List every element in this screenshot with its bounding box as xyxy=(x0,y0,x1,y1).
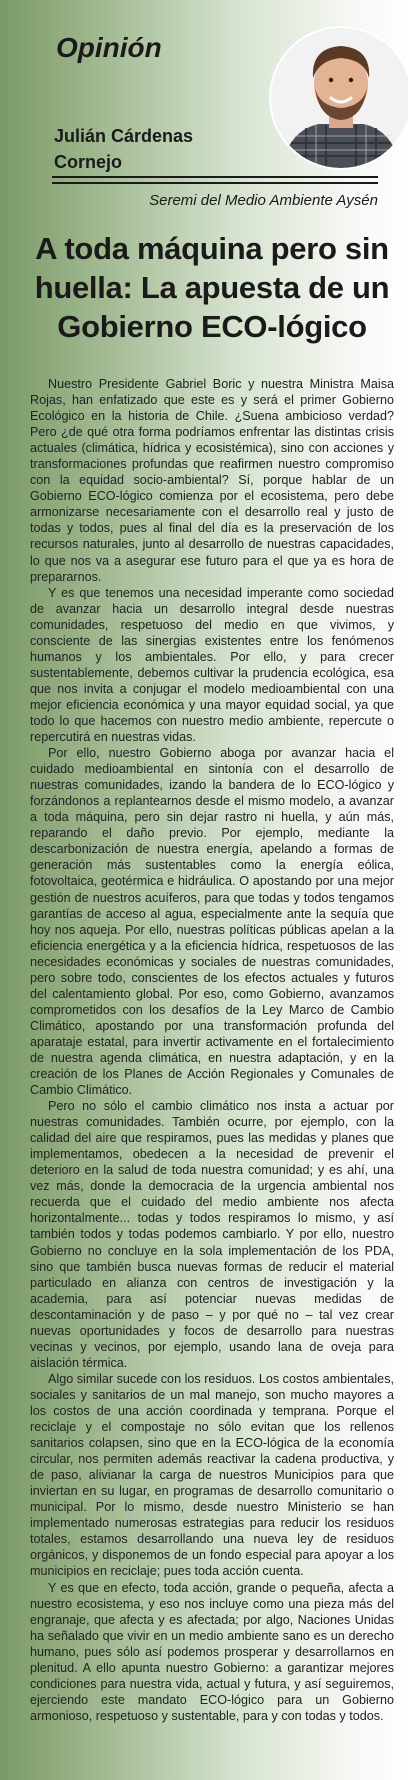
article-headline: A toda máquina pero sin huella: La apuesta de un Gobierno ECO-lógico xyxy=(34,231,390,344)
article-paragraph: Y es que tenemos una necesidad imperante como sociedad de avanzar hacia un desarrollo integral desde nuestras comunidades, respetuoso del medio en que vivimos, y consciente de las sinergias existentes entre los fenómenos humanos y los ambientales. Por ello, y para crecer sustentablemente, debemos cultivar la prudencia ecológica, esa que nos invita a conjugar el modelo medioambiental con una mejor eficiencia económica y una mayor equidad social, ya que todo lo que hacemos con nuestro medio ambiente, repercute o repercutirá en nuestras vidas. xyxy=(30,585,394,745)
section-label: Opinión xyxy=(56,32,162,63)
header-rule-bottom xyxy=(52,182,378,184)
article-paragraph: Nuestro Presidente Gabriel Boric y nuestra Ministra Maisa Rojas, han enfatizado que este es y será el primer Gobierno Ecológico en la historia de Chile. ¿Suena ambicioso verdad? Pero ¿de qué otra forma podríamos enfrentar las distintas crisis actuales (climática, hídrica y ecosistémica), sino con acciones y transformaciones profundas que reafirmen nuestro compromiso con la equidad socio-ambiental? Sí, porque hablar de un Gobierno ECO-lógico comienza por el ecosistema, pero debe armonizarse necesariamente con el desarrollo real y justo de todas y todos, pues al final del día es la preservación de los recursos naturales, junto al desarrollo de nuestras capacidades, lo que nos va a asegurar ese futuro para el que ya es hora de prepararnos. xyxy=(30,377,394,584)
author-name: Julián Cárdenas Cornejo xyxy=(54,126,194,172)
article-paragraph: Y es que en efecto, toda acción, grande o pequeña, afecta a nuestro ecosistema, y eso nos incluye como una pieza más del engranaje, que afecta y es afectada; por algo, Naciones Unidas ha señalado que vivir en un medio ambiente sano es un derecho humano, pues sólo así podemos prosperar y desarrollarnos en plenitud. A ello apunta nuestro Gobierno: a garantizar mejores condiciones para nuestra vida, actual y futura, y así seguiremos, ejerciendo este mandato ECO-lógico para un Gobierno armonioso, respetuoso y sustentable, para y con todas y todos. xyxy=(30,1580,394,1723)
article-body xyxy=(30,376,394,1724)
article-paragraph: Por ello, nuestro Gobierno aboga por avanzar hacia el cuidado medioambiental en sintonía con el desarrollo de nuestras comunidades, izando la bandera de lo ECO-lógico y forzándonos a replantearnos desde el mismo modelo, a avanzar a toda máquina, pero sin dejar rastro ni huella, y aún más, reparando el daño previo. Por ejemplo, mediante la descarbonización de nuestra energía, apelando a formas de generación más sustentables como la energía eólica, fotovoltaica, geotérmica e hidráulica. O apostando por una mejor gestión de nuestros acuíferos, para que todas y todos tengamos garantías de acceso al agua, especialmente ante la sequía que hoy nos aqueja. Por ello, nuestras políticas públicas apelan a la eficiencia energética y a la eficiencia hídrica, respetuosos de las necesidades económicas y sociales de nuestras comunidades, pero sobre todo, conscientes de los efectos actuales y futuros del calentamiento global. Por eso, como Gobierno, avanzamos comprometidos con los desafíos de la Ley Marco de Cambio Climático, apostando por una transformación profunda del aparataje estatal, para invertir activamente en el fortalecimiento de nuestra agenda climática, en nuestra adaptación, y en la creación de los Planes de Acción Regionales y Comunales de Cambio Climático. xyxy=(30,746,394,1098)
article-paragraph: Algo similar sucede con los residuos. Los costos ambientales, sociales y sanitarios de un mal manejo, son mucho mayores a los costos de una acción coordinada y temprana. Porque el reciclaje y el compostaje no sólo evitan que los rellenos sanitarios colapsen, sino que en la ECO-lógica de la economía circular, nos permiten además reactivar la cadena productiva, y de paso, alivianar la carga de nuestros Municipios para que inviertan en su lugar, en programas de desarrollo comunitario o municipal. Por lo mismo, desde nuestro Ministerio se han implementado numerosas estrategias para reducir los residuos totales, estamos desarrollando una nueva ley de residuos orgánicos, y disponemos de un fondo especial para apoyar a los municipios en reciclaje; pues toda acción cuenta. xyxy=(30,1371,394,1579)
article-paragraph: Pero no sólo el cambio climático nos insta a actuar por nuestras comunidades. También ocurre, por ejemplo, con la calidad del aire que respiramos, pues las medidas y planes que implementamos, obedecen a la necesidad de prevenir el deterioro en la salud de toda nuestra comunidad; y es ahí, una vez más, donde la democracia de la urgencia ambiental nos recuerda que el cuidado del medio ambiente nos afecta horizontalmente... todas y todos respiramos lo mismo, y así también todos y todas podemos cambiarlo. Y por ello, nuestro Gobierno no concluye en la sola implementación de los PDA, sino que también busca nuevas formas de reducir el material particulado en alianza con centros de investigación y la academia, para así potenciar nuevas medidas de descontaminación y de paso – y por qué no – tal vez crear nuevas oportunidades y focos de desarrollo para nuestras vecinas y vecinos, por ejemplo, usando lana de oveja para aislación térmica. xyxy=(30,1099,394,1370)
header-rule-top xyxy=(52,176,378,178)
column-header xyxy=(22,0,394,209)
author-photo xyxy=(269,26,408,170)
person-portrait-icon xyxy=(271,28,408,168)
author-role: Seremi del Medio Ambiente Aysén xyxy=(149,192,378,209)
